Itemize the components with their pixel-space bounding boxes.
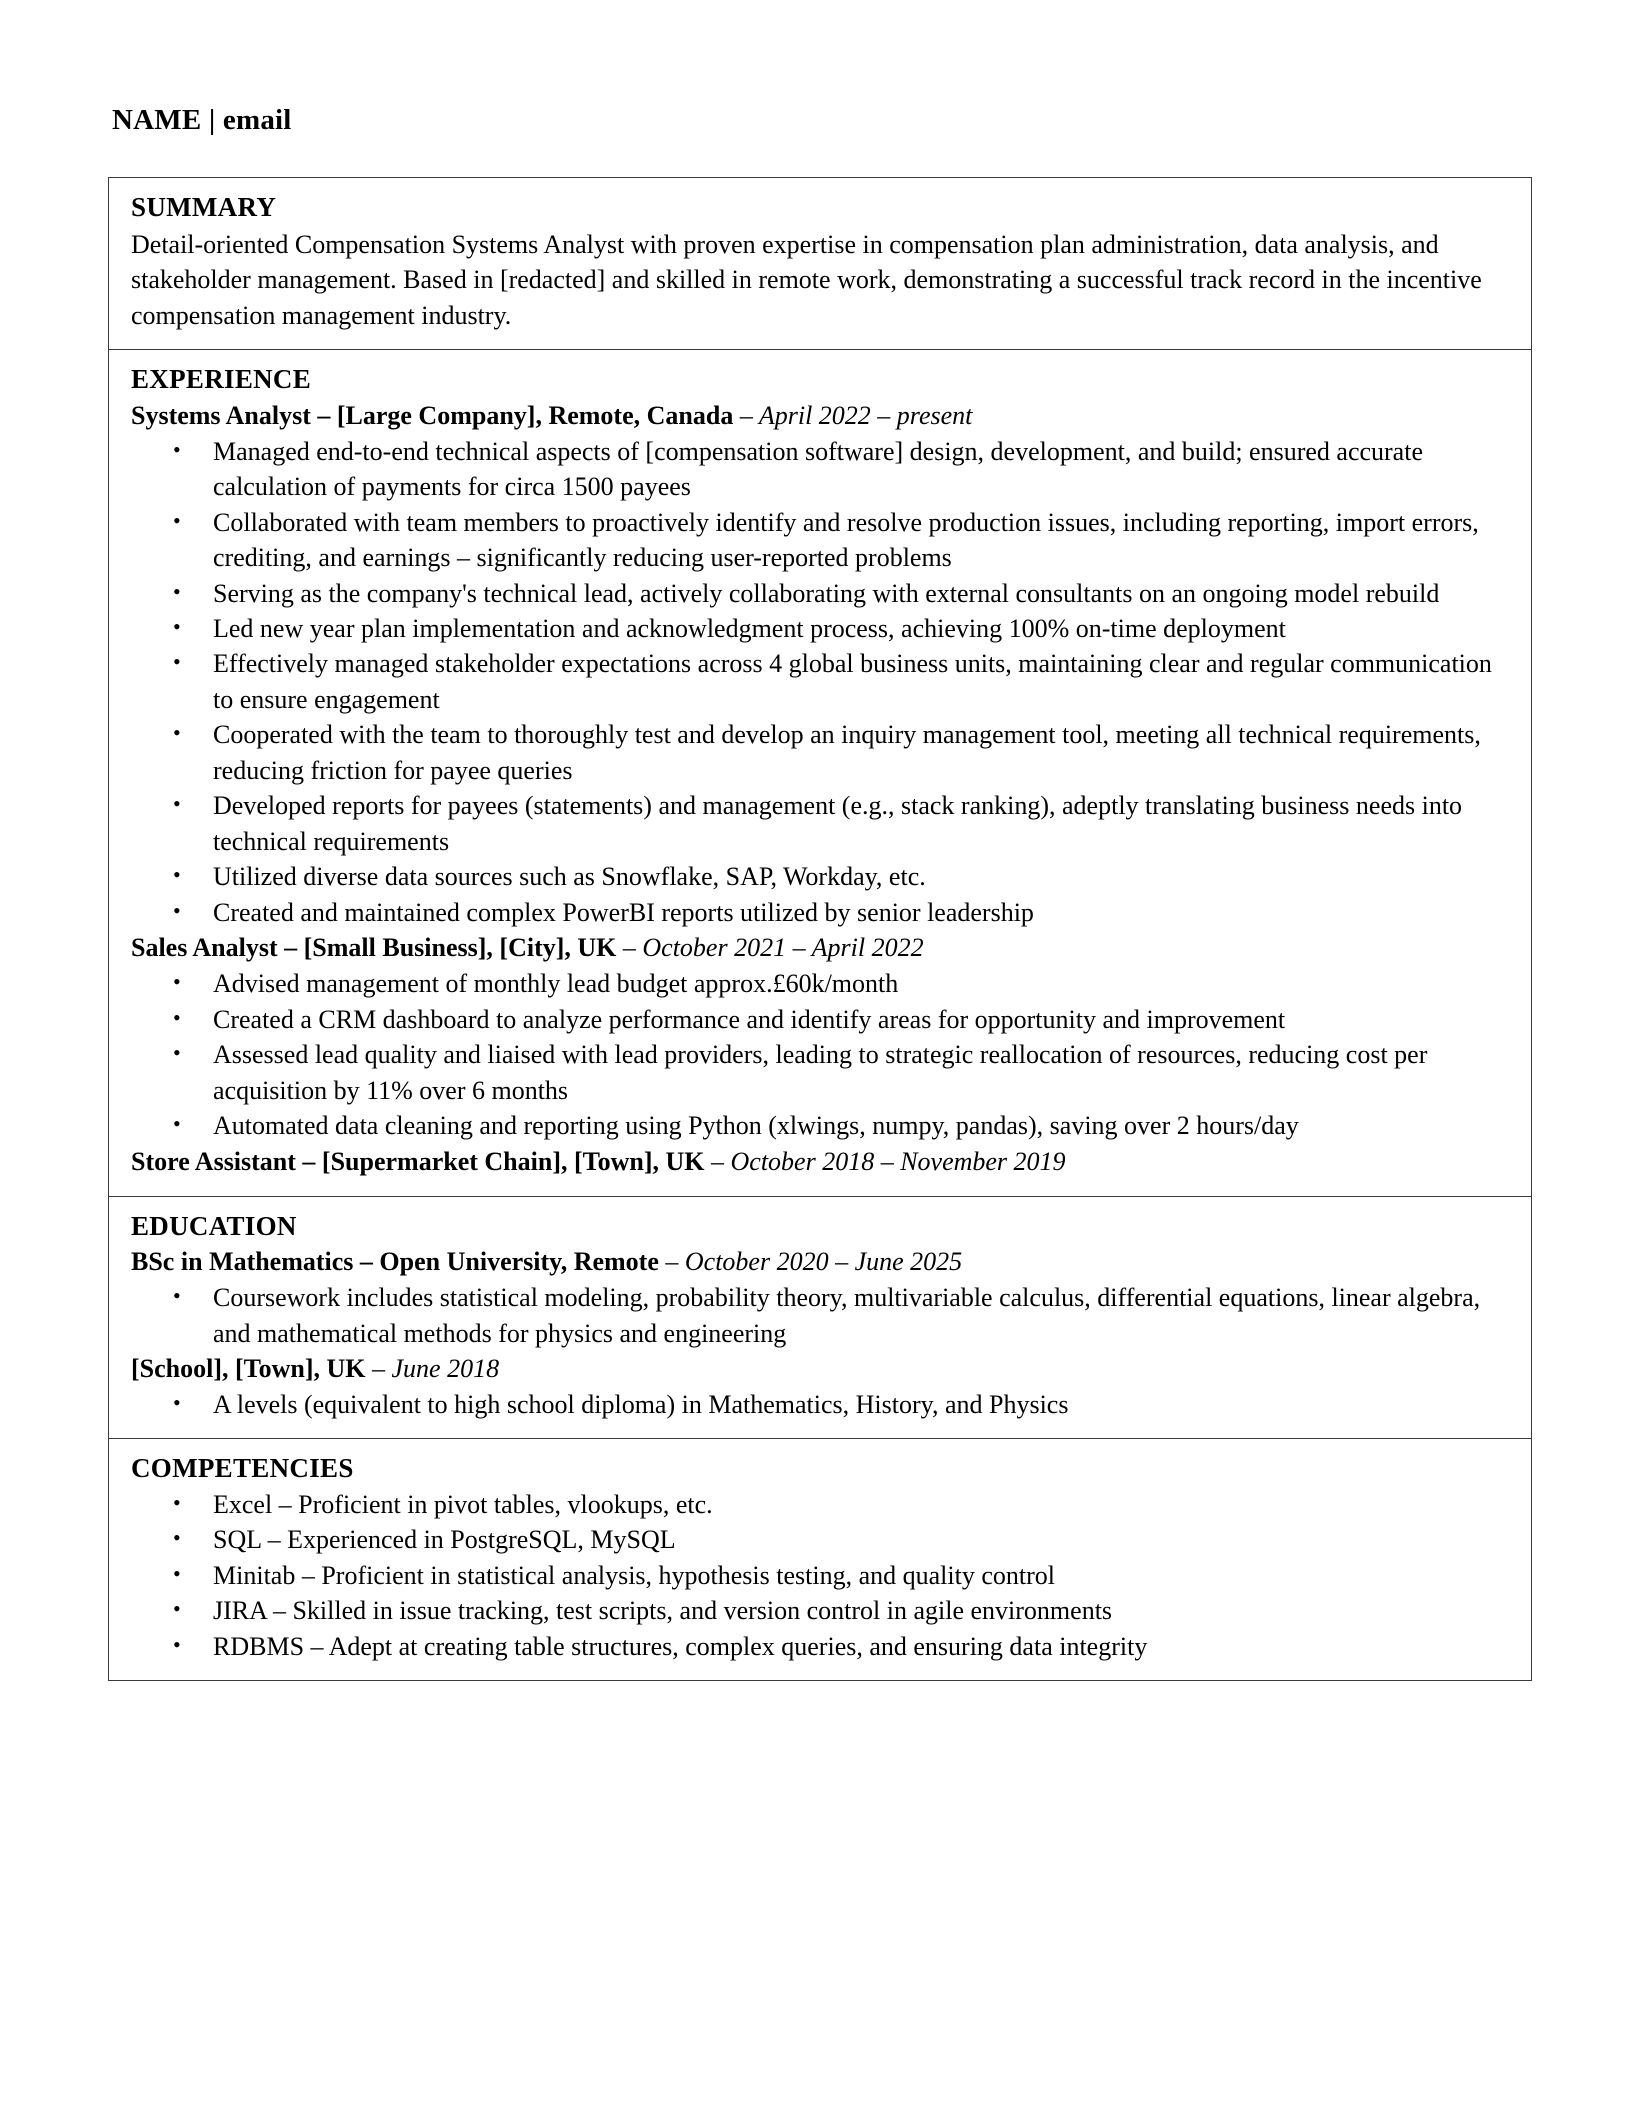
section-title-education: EDUCATION (131, 1210, 297, 1241)
section-competencies (109, 1439, 1531, 1680)
job-separator: – (733, 400, 759, 430)
list-item: • Managed end-to-end technical aspects of [compensation software] design, development, and build; ensured accurate calculation of payments for circa 1500 payees (131, 434, 1509, 505)
education-bullet-list (131, 1387, 1509, 1422)
experience-entries (131, 398, 1509, 1180)
job-dates: April 2022 – present (758, 400, 973, 430)
section-title-experience: EXPERIENCE (131, 364, 312, 395)
education-title: BSc in Mathematics – Open University, Remote (131, 1247, 659, 1277)
job-title: Sales Analyst – [Small Business], [City], UK (131, 933, 617, 963)
education-separator: – (365, 1354, 392, 1383)
page-title: NAME | email (112, 104, 292, 136)
job-separator: – (704, 1146, 731, 1176)
list-item: • A levels (equivalent to high school diploma) in Mathematics, History, and Physics (131, 1387, 1509, 1422)
list-item: • Excel – Proficient in pivot tables, vlookups, etc. (131, 1487, 1509, 1522)
job-dates: October 2018 – November 2019 (730, 1146, 1066, 1176)
list-item: • Advised management of monthly lead budget approx.£60k/month (131, 966, 1509, 1001)
job-heading (131, 1144, 1509, 1180)
job-bullet-list (131, 434, 1509, 931)
section-title-summary: SUMMARY (131, 192, 277, 222)
list-item: • JIRA – Skilled in issue tracking, test scripts, and version control in agile environments (131, 1593, 1509, 1628)
education-heading (131, 1351, 1509, 1387)
section-summary (109, 178, 1531, 350)
education-dates: June 2018 (391, 1354, 500, 1383)
list-item: • Minitab – Proficient in statistical analysis, hypothesis testing, and quality control (131, 1558, 1509, 1593)
list-item: • Created a CRM dashboard to analyze performance and identify areas for opportunity and improvement (131, 1002, 1509, 1037)
job-separator: – (616, 933, 643, 963)
list-item: • SQL – Experienced in PostgreSQL, MySQL (131, 1522, 1509, 1557)
list-item: • RDBMS – Adept at creating table structures, complex queries, and ensuring data integrity (131, 1629, 1509, 1664)
list-item: • Created and maintained complex PowerBI reports utilized by senior leadership (131, 895, 1509, 930)
list-item: • Cooperated with the team to thoroughly test and develop an inquiry management tool, meeting all technical requirements, reducing friction for payee queries (131, 717, 1509, 788)
job-title: Systems Analyst – [Large Company], Remote, Canada (131, 400, 734, 430)
list-item: • Led new year plan implementation and acknowledgment process, achieving 100% on-time deployment (131, 611, 1509, 646)
education-title: [School], [Town], UK (131, 1354, 366, 1383)
education-entries (131, 1244, 1509, 1422)
education-heading (131, 1244, 1509, 1280)
list-item: • Utilized diverse data sources such as Snowflake, SAP, Workday, etc. (131, 859, 1509, 894)
list-item: • Serving as the company's technical lead, actively collaborating with external consultants on an ongoing model rebuild (131, 576, 1509, 611)
list-item: • Developed reports for payees (statements) and management (e.g., stack ranking), adeptly translating business needs into technical requirements (131, 788, 1509, 859)
experience-entry (131, 930, 1509, 1143)
job-dates: October 2021 – April 2022 (642, 933, 924, 963)
summary-body-text: Detail-oriented Compensation Systems Analyst with proven expertise in compensation plan administration, data analysis, and stakeholder management. Based in [redacted] and skilled in remote work, demonstrating a successful track record in the incentive compensation management industry. (131, 229, 1482, 330)
job-title: Store Assistant – [Supermarket Chain], [Town], UK (131, 1146, 705, 1176)
resume-table (108, 177, 1532, 1681)
job-heading (131, 930, 1509, 966)
job-bullet-list (131, 966, 1509, 1143)
job-heading (131, 398, 1509, 434)
section-education (109, 1197, 1531, 1440)
education-bullet-list (131, 1280, 1509, 1351)
list-item: • Assessed lead quality and liaised with lead providers, leading to strategic reallocation of resources, reducing cost per acquisition by 11% over 6 months (131, 1037, 1509, 1108)
list-item: • Coursework includes statistical modeling, probability theory, multivariable calculus, differential equations, linear algebra, and mathematical methods for physics and engineering (131, 1280, 1509, 1351)
experience-entry (131, 398, 1509, 931)
education-dates: October 2020 – June 2025 (684, 1247, 963, 1277)
section-experience (109, 350, 1531, 1196)
experience-entry (131, 1144, 1509, 1180)
education-separator: – (658, 1247, 685, 1277)
list-item: • Effectively managed stakeholder expectations across 4 global business units, maintaining clear and regular communication to ensure engagement (131, 646, 1509, 717)
list-item: • Collaborated with team members to proactively identify and resolve production issues, including reporting, import errors, crediting, and earnings – significantly reducing user-reported problems (131, 505, 1509, 576)
section-title-competencies: COMPETENCIES (131, 1453, 354, 1484)
list-item: • Automated data cleaning and reporting using Python (xlwings, numpy, pandas), saving over 2 hours/day (131, 1108, 1509, 1143)
education-entry (131, 1244, 1509, 1351)
education-entry (131, 1351, 1509, 1422)
competencies-bullet-list (131, 1487, 1509, 1664)
